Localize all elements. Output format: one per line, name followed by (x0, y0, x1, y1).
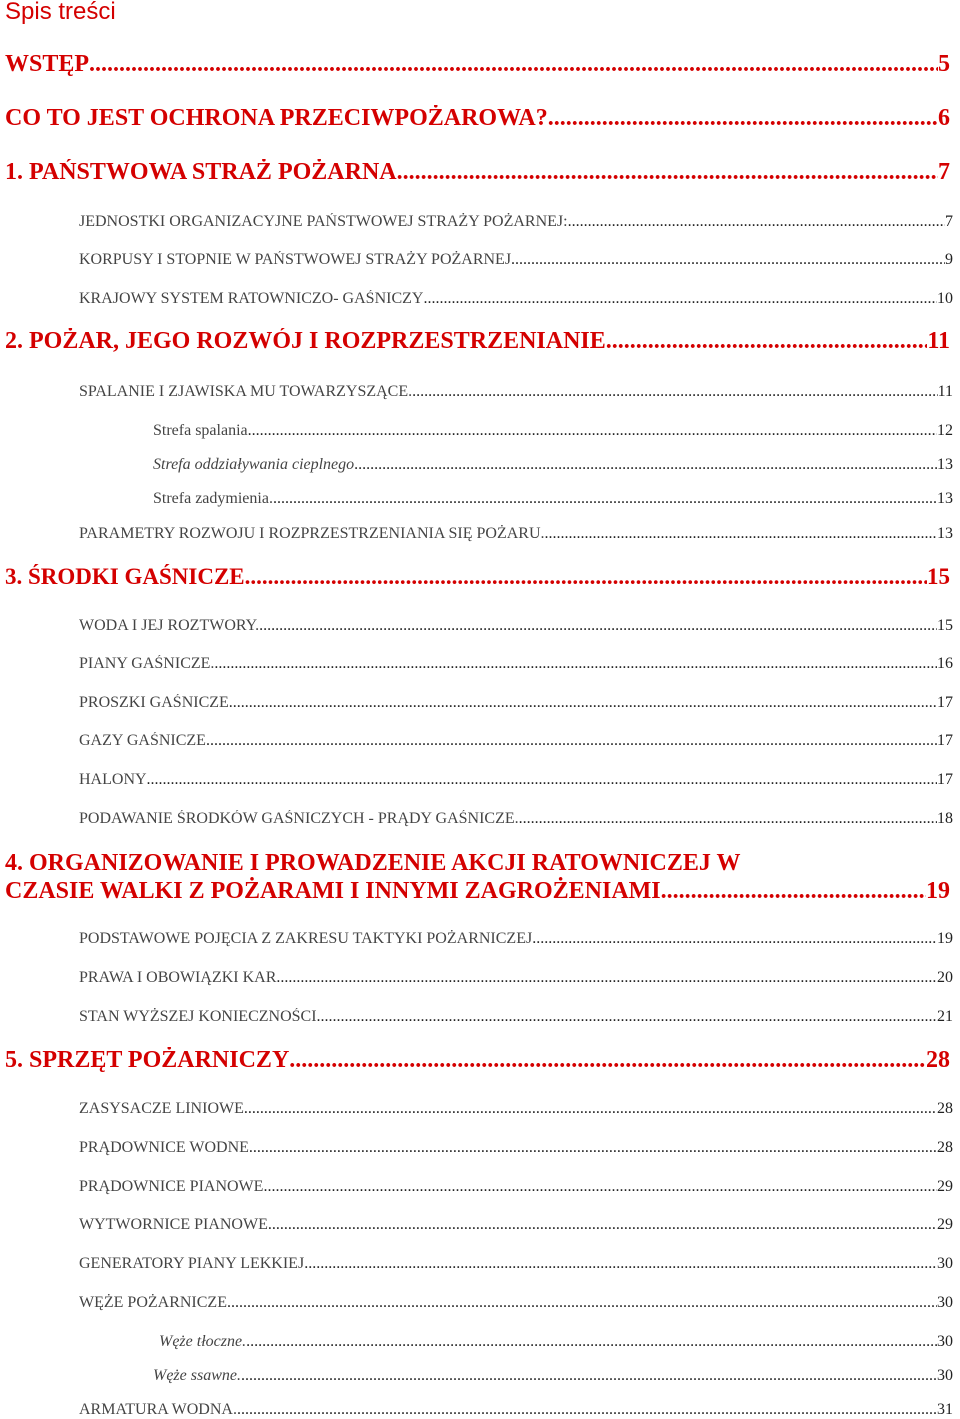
toc-entry-label: WĘŻE POŻARNICZE (79, 1294, 227, 1311)
toc-entry-label: PRAWA I OBOWIĄZKI KAR (79, 969, 277, 986)
toc-entry-page: 28 (937, 1100, 953, 1117)
toc-leader-dots (246, 1333, 937, 1351)
toc-entry-page: 19 (926, 878, 950, 904)
toc-entry-page: 30 (937, 1333, 953, 1350)
page-title: Spis treści (5, 0, 116, 25)
toc-entry-page: 17 (937, 771, 953, 788)
toc-entry-page: 5 (938, 51, 950, 77)
toc-entry-label: SPALANIE I ZJAWISKA MU TOWARZYSZĄCE. (79, 383, 413, 400)
toc-entry-chapter[interactable] (5, 51, 950, 78)
toc-entry-section[interactable] (79, 655, 953, 673)
toc-entry-chapter[interactable] (5, 159, 950, 186)
toc-entry-page: 9 (945, 251, 953, 268)
toc-entry-subsection[interactable] (153, 490, 953, 508)
toc-entry-section[interactable] (79, 525, 953, 543)
toc-entry-page: 18 (937, 810, 953, 827)
toc-leader-dots (229, 694, 937, 712)
toc-leader-dots (237, 1401, 937, 1419)
toc-entry-label: PODAWANIE ŚRODKÓW GAŚNICZYCH - PRĄDY GAŚNICZE. (79, 810, 519, 827)
toc-leader-dots (304, 1255, 937, 1273)
toc-entry-page: 17 (937, 732, 953, 749)
toc-entry-page: 12 (937, 422, 953, 439)
toc-entry-label: CO TO JEST OCHRONA PRZECIWPOŻAROWA? (5, 105, 548, 131)
toc-leader-dots (206, 732, 937, 750)
toc-leader-dots (268, 1216, 937, 1234)
toc-entry-label: PODSTAWOWE POJĘCIA Z ZAKRESU TAKTYKI POŻARNICZEJ (79, 930, 533, 947)
toc-entry-section[interactable] (79, 810, 953, 828)
toc-entry-page: 13 (937, 456, 953, 473)
toc-entry-page: 11 (937, 383, 953, 400)
toc-entry-section[interactable] (79, 617, 953, 635)
toc-entry-label: PRĄDOWNICE WODNE (79, 1139, 249, 1156)
toc-entry-label-line2: CZASIE WALKI Z POŻARAMI I INNYMI ZAGROŻENIAMI. (5, 878, 667, 904)
toc-entry-page: 30 (937, 1255, 953, 1272)
toc-leader-dots (548, 105, 938, 132)
toc-entry-label-line1: 4. ORGANIZOWANIE I PROWADZENIE AKCJI RATOWNICZEJ W (5, 850, 741, 876)
toc-entry-section[interactable] (79, 1294, 953, 1312)
toc-entry-label: GENERATORY PIANY LEKKIEJ (79, 1255, 305, 1272)
toc-entry-page: 17 (937, 694, 953, 711)
toc-leader-dots (354, 456, 937, 474)
toc-leader-dots (397, 159, 938, 186)
toc-entry-label: WSTĘP (5, 51, 90, 77)
toc-leader-dots (241, 1367, 937, 1385)
toc-entry-page: 29 (937, 1216, 953, 1233)
toc-entry-chapter[interactable] (5, 328, 950, 355)
toc-entry-page: 16 (937, 655, 953, 672)
toc-entry-subsection[interactable] (153, 1367, 953, 1385)
toc-entry-label: ZASYSACZE LINIOWE (79, 1100, 244, 1117)
toc-leader-dots (317, 1008, 937, 1026)
toc-entry-label: KORPUSY I STOPNIE W PAŃSTWOWEJ STRAŻY POŻARNEJ (79, 251, 512, 268)
toc-entry-page: 29 (937, 1178, 953, 1195)
toc-entry-section[interactable] (79, 1008, 953, 1026)
toc-entry-page: 30 (937, 1294, 953, 1311)
toc-entry-page: 7 (945, 213, 953, 230)
toc-entry-section[interactable] (79, 1139, 953, 1157)
toc-entry-label: Strefa zadymienia. (153, 490, 273, 507)
toc-entry-label: KRAJOWY SYSTEM RATOWNICZO- GAŚNICZY (79, 290, 424, 307)
toc-entry-page: 7 (938, 159, 950, 185)
toc-entry-page: 19 (937, 930, 953, 947)
toc-leader-dots (532, 930, 937, 948)
toc-entry-page: 28 (926, 1047, 950, 1073)
toc-entry-label: Strefa oddziaływania cieplnego (153, 456, 355, 473)
toc-leader-dots (606, 328, 928, 355)
toc-entry-section[interactable] (79, 1255, 953, 1273)
toc-entry-label: JEDNOSTKI ORGANIZACYJNE PAŃSTWOWEJ STRAŻY POŻARNEJ: (79, 213, 568, 230)
toc-leader-dots (276, 969, 937, 987)
toc-entry-section[interactable] (79, 1178, 953, 1196)
toc-leader-dots (249, 1139, 937, 1157)
toc-entry-page: 13 (937, 490, 953, 507)
toc-leader-dots (545, 525, 937, 543)
toc-leader-dots (248, 422, 937, 440)
toc-entry-chapter[interactable] (5, 564, 950, 590)
toc-entry-page: 6 (938, 105, 950, 131)
toc-entry-label: PRĄDOWNICE PIANOWE (79, 1178, 264, 1195)
toc-entry-section[interactable] (79, 969, 953, 987)
toc-entry-label: HALONY (79, 771, 147, 788)
toc-leader-dots (89, 51, 938, 78)
toc-entry-section[interactable] (79, 930, 953, 948)
toc-entry-page: 28 (937, 1139, 953, 1156)
toc-entry-label: 2. POŻAR, JEGO ROZWÓJ I ROZPRZESTRZENIANIE (5, 328, 606, 354)
toc-entry-label: Węże tłoczne. (159, 1333, 247, 1350)
toc-entry-label: 3. ŚRODKI GAŚNICZE (5, 564, 245, 589)
toc-leader-dots (667, 877, 926, 905)
toc-entry-label: 5. SPRZĘT POŻARNICZY (5, 1047, 290, 1073)
toc-entry-section[interactable] (79, 383, 953, 401)
toc-entry-page: 11 (927, 328, 950, 354)
toc-leader-dots (273, 490, 937, 508)
toc-entry-label: PARAMETRY ROZWOJU I ROZPRZESTRZENIANIA SIĘ POŻARU. (79, 525, 545, 542)
toc-entry-label: Strefa spalania (153, 422, 248, 439)
toc-entry-label: ARMATURA WODNA. (79, 1401, 237, 1418)
toc-leader-dots (568, 213, 945, 231)
toc-entry-page: 15 (937, 617, 953, 634)
toc-entry-section[interactable] (79, 771, 953, 789)
toc-entry-page: 31 (937, 1401, 953, 1418)
toc-entry-section[interactable] (79, 1401, 953, 1419)
toc-entry-label: PIANY GAŚNICZE. (79, 655, 215, 672)
toc-leader-dots (214, 655, 937, 673)
toc-leader-dots (259, 617, 937, 635)
toc-leader-dots (227, 1294, 937, 1312)
toc-entry-label: Węże ssawne. (153, 1367, 241, 1384)
toc-entry-page: 13 (937, 525, 953, 542)
toc-entry-page: 21 (937, 1008, 953, 1025)
toc-entry-section[interactable] (79, 732, 953, 750)
toc-entry-page: 10 (937, 290, 953, 307)
toc-leader-dots (245, 564, 927, 590)
toc-entry-section[interactable] (79, 1216, 953, 1234)
toc-entry-subsection[interactable] (153, 456, 953, 474)
toc-leader-dots (412, 383, 937, 401)
toc-entry-section[interactable] (79, 694, 953, 712)
toc-leader-dots (147, 771, 937, 789)
toc-leader-dots (519, 810, 937, 828)
toc-entry-section[interactable] (79, 213, 953, 231)
toc-leader-dots (244, 1100, 937, 1118)
toc-entry-page: 20 (937, 969, 953, 986)
toc-entry-chapter[interactable] (5, 105, 950, 132)
toc-entry-label: GAZY GAŚNICZE (79, 732, 206, 749)
toc-entry-label: 1. PAŃSTWOWA STRAŻ POŻARNA (5, 159, 397, 185)
toc-entry-section[interactable] (79, 251, 953, 269)
toc-entry-section[interactable] (79, 1100, 953, 1118)
toc-entry-chapter[interactable] (5, 849, 950, 905)
toc-entry-subsection[interactable] (159, 1333, 953, 1351)
toc-entry-chapter[interactable] (5, 1047, 950, 1074)
toc-leader-dots (511, 251, 945, 269)
toc-entry-subsection[interactable] (153, 422, 953, 440)
toc-entry-label: PROSZKI GAŚNICZE (79, 694, 229, 711)
toc-entry-label: STAN WYŻSZEJ KONIECZNOŚCI (79, 1008, 317, 1025)
toc-leader-dots (263, 1178, 937, 1196)
toc-entry-label: WYTWORNICE PIANOWE (79, 1216, 268, 1233)
toc-leader-dots (423, 290, 937, 308)
toc-entry-label: WODA I JEJ ROZTWORY. (79, 617, 260, 634)
toc-entry-page: 15 (927, 564, 950, 589)
toc-entry-page: 30 (937, 1367, 953, 1384)
toc-entry-section[interactable] (79, 290, 953, 308)
toc-leader-dots (289, 1047, 926, 1074)
